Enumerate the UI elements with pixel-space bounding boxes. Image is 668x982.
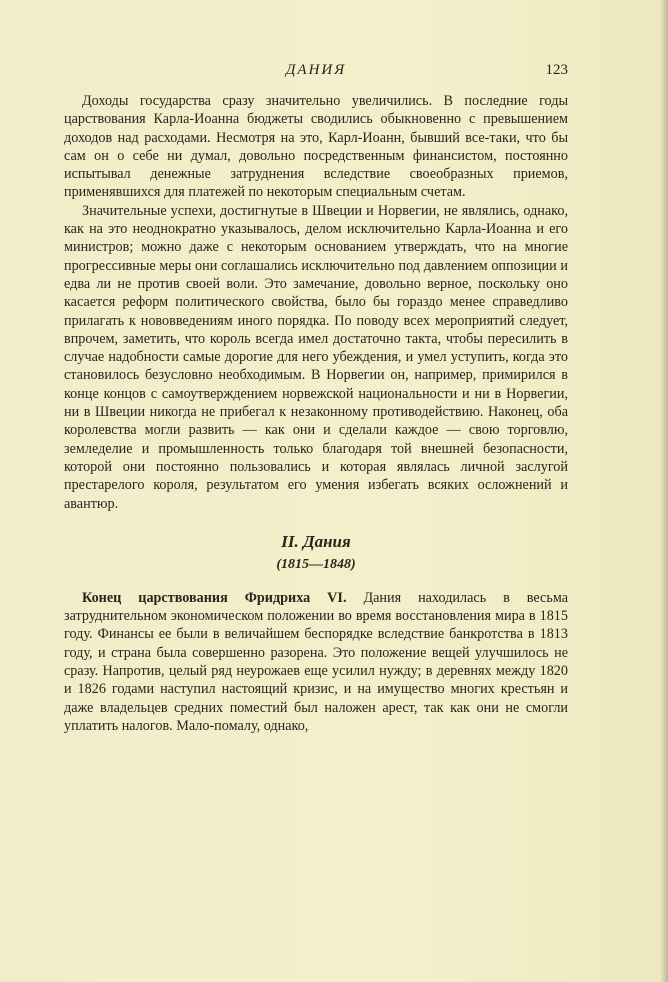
paragraph: Значительные успехи, достигнутые в Швеции и Норвегии, не являлись, однако, как на это неоднократно указывалось, делом исключительно Карла-Иоанна и его министров; можно даже с некоторым основанием утверждать, что на многие прогрессивные меры они соглашались исключительно под давлением оппозиции и едва ли не против своей воли. Это замечание, довольно верное, поскольку оно касается реформ политического свойства, было бы гораздо менее справедливо прилагать к нововведениям иного порядка. По поводу всех мероприятий следует, впрочем, заметить, что король всегда имел достаточно такта, чтобы пересилить в случае надобности самые дорогие для него убеждения, и умел уступить, когда это становилось безусловно необходимым. В Норвегии он, например, примирился в конце концов с самоутверждением норвежской национальности и ни в Норвегии, ни в Швеции никогда не прибегал к незаконному противодействию. Наконец, оба королевства могли развить — как они и сделали каждое — свою торговлю, земледелие и промышленность только благодаря той внешней безопасности, которой они постоянно пользовались и которая являлась личной заслугой престарелого короля, результатом его умения избегать всяких осложнений и авантюр. bbox=[64, 202, 568, 512]
running-title: ДАНИЯ bbox=[285, 62, 347, 78]
section-title: II. Дания bbox=[281, 531, 351, 551]
paragraph: Доходы государства сразу значительно увеличились. В последние годы царствования Карла-Иоанна бюджеты сводились обыкновенно с превышением доходов над расходами. Несмотря на это, Карл-Иоанн, бывший все-таки, что бы сам он о себе ни думал, довольно посредственным финансистом, постоянно испытывал денежные затруднения вследствие своеобразных приемов, применявшихся для платежей по некоторым специальным счетам. bbox=[64, 93, 568, 201]
page-header bbox=[64, 62, 568, 84]
page-number: 123 bbox=[545, 62, 568, 78]
paragraph bbox=[64, 589, 568, 735]
subsection-heading: Конец царствования Фридриха VI. bbox=[82, 589, 347, 606]
page-body bbox=[64, 92, 568, 735]
subsection-text: Дания находилась в весьма затруднительном экономическом положении во время восстановления мира в 1815 году. Финансы ее были в величайшем беспорядке вследствие банкротства в 1813 году, и страна была совершенно разорена. Это положение вещей улучшилось не сразу. Напротив, целый ряд неурожаев еще усилил нужду; в деревнях между 1820 и 1826 годами наступил настоящий кризис, и на имущество многих крестьян и даже владельцев средних поместий был наложен арест, так как они не смогли уплатить налогов. Мало-помалу, однако, bbox=[64, 589, 568, 734]
section-dates: (1815—1848) bbox=[276, 556, 356, 572]
